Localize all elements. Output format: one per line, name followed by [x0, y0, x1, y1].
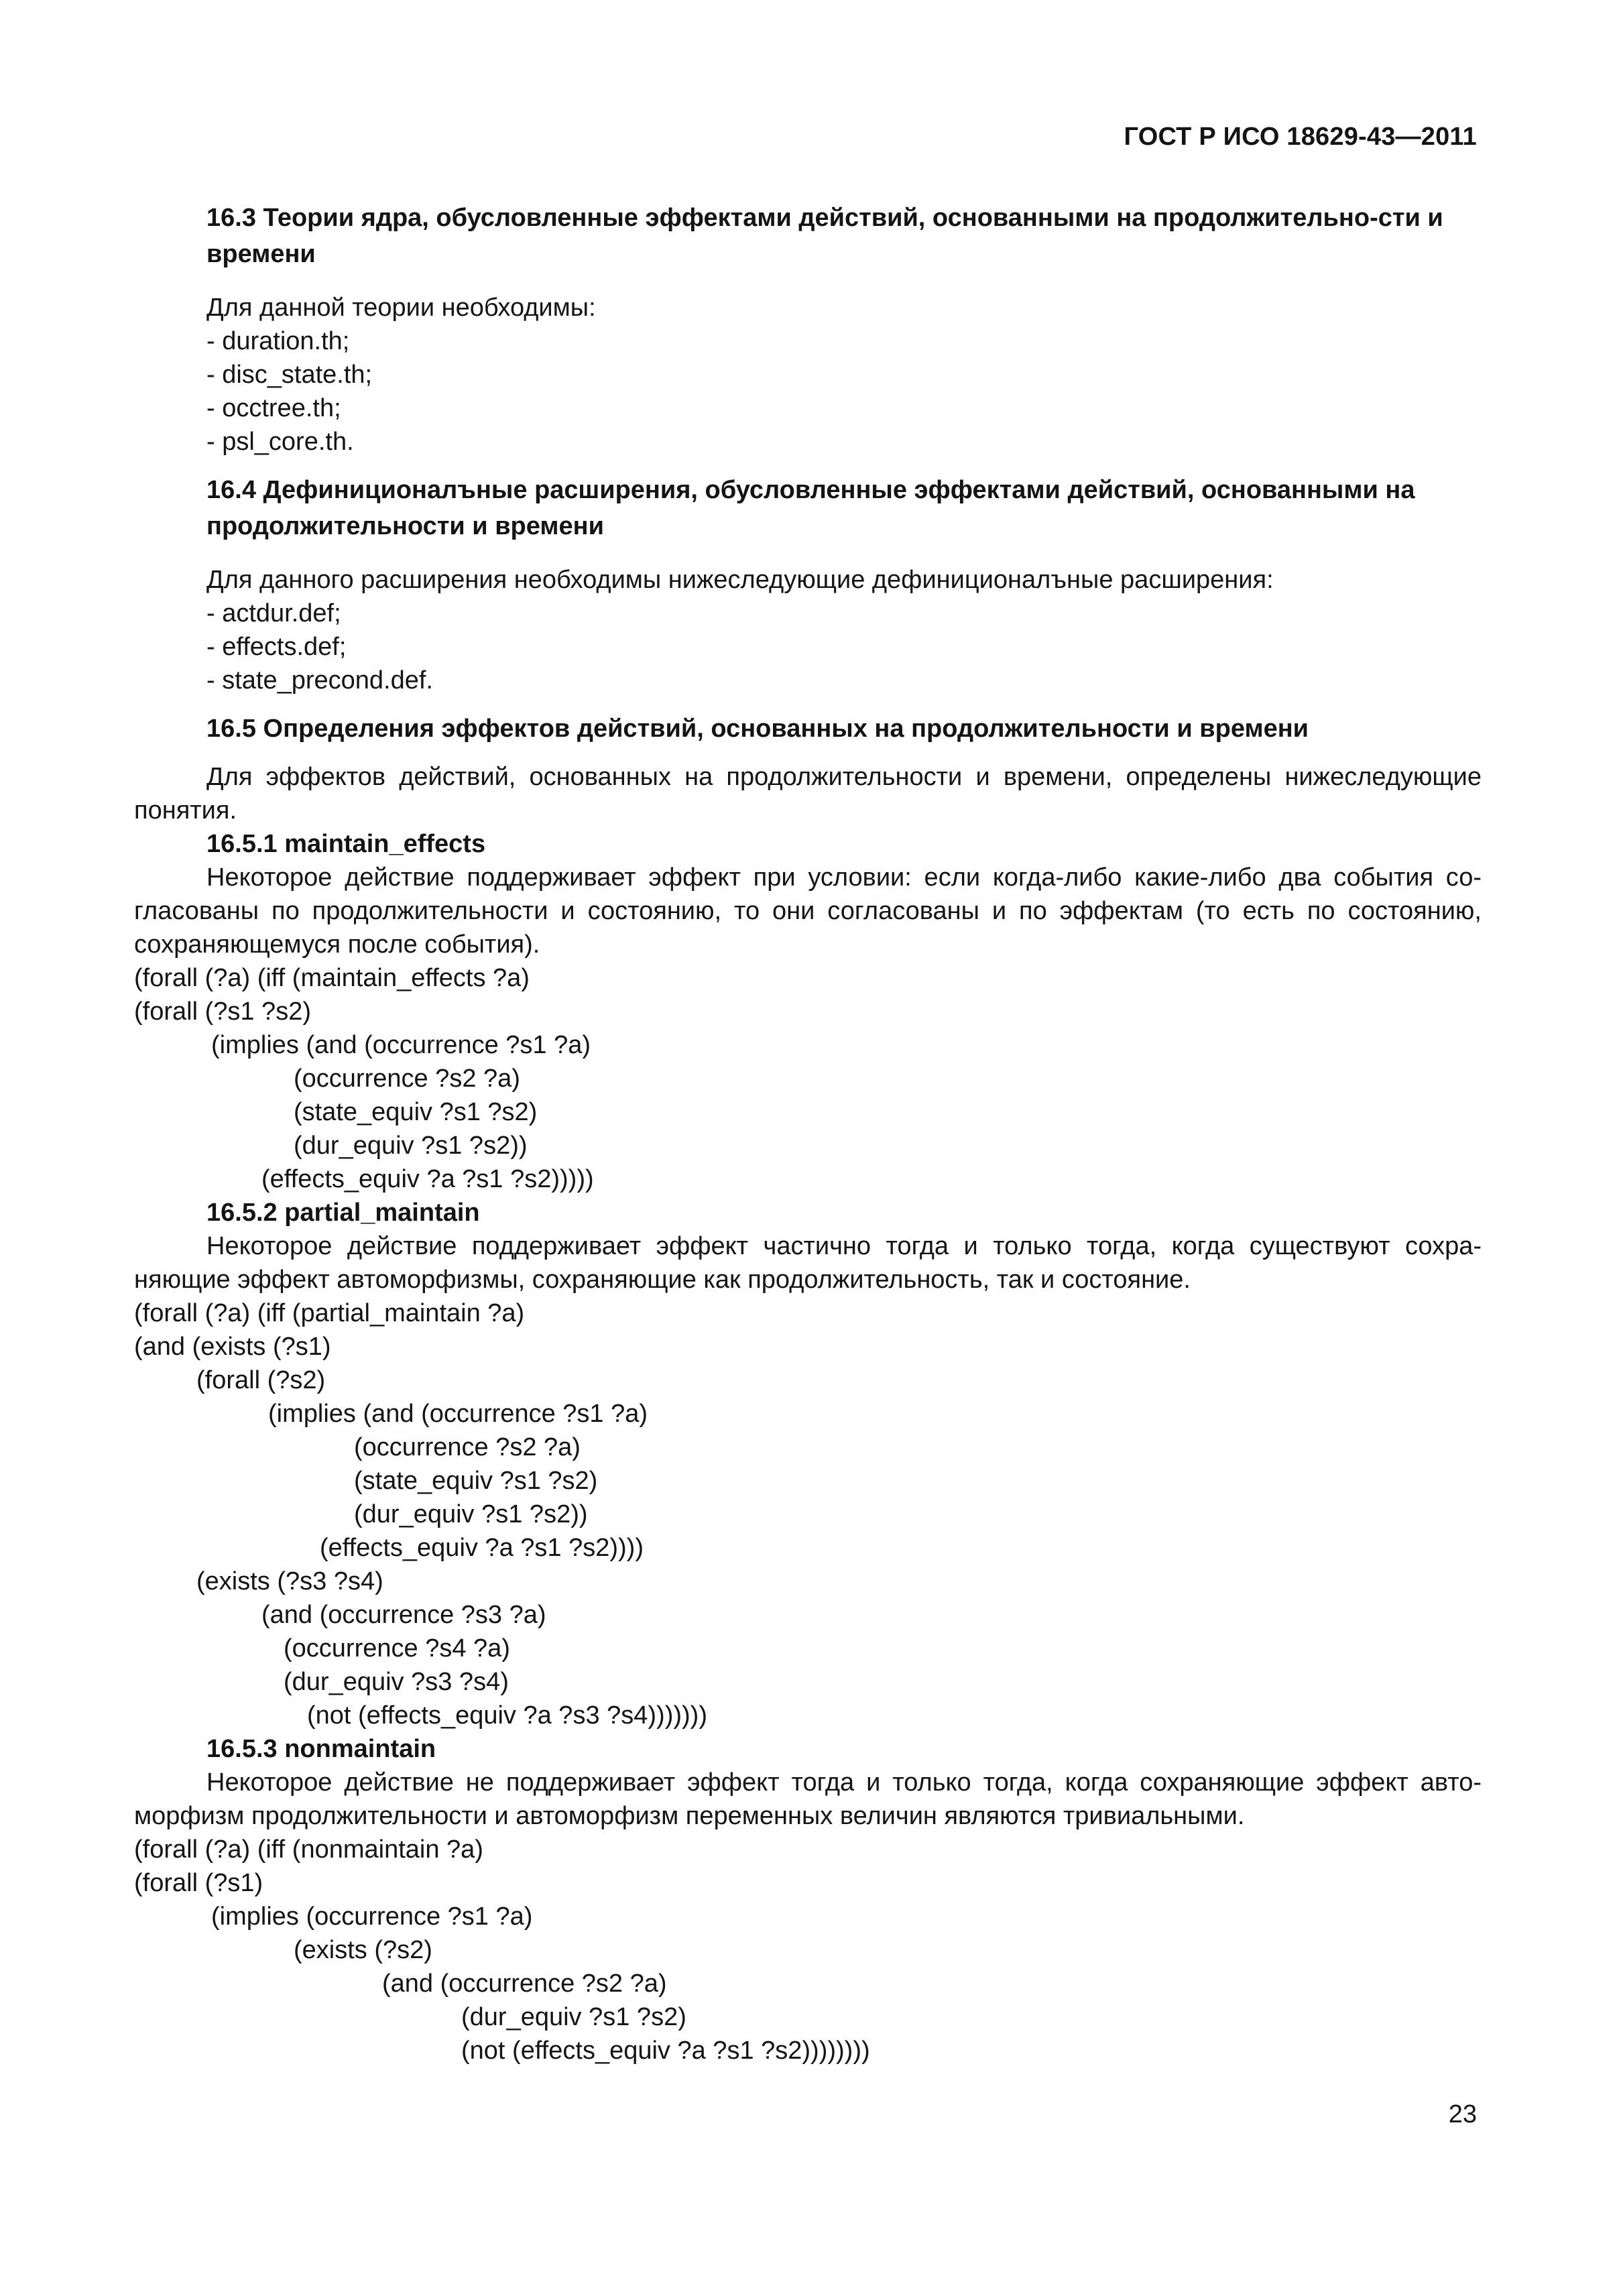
section-16-3-intro: Для данной теории необходимы: [206, 294, 596, 322]
code-line: (not (effects_equiv ?a ?s3 ?s4))))))) [307, 1701, 707, 1730]
code-line: (exists (?s3 ?s4) [196, 1567, 383, 1595]
code-line: (and (occurrence ?s3 ?a) [261, 1601, 546, 1629]
code-line: (occurrence ?s4 ?a) [284, 1634, 510, 1663]
code-line: (dur_equiv ?s1 ?s2)) [354, 1500, 588, 1528]
code-line: (state_equiv ?s1 ?s2) [354, 1467, 598, 1495]
code-line: (implies (occurrence ?s1 ?a) [211, 1902, 533, 1931]
section-16-5-1-title: 16.5.1 maintain_effects [206, 830, 486, 858]
section-16-5-2-text: Некоторое действие поддерживает эффект частично тогда и только тогда, когда существуют сохра-няющие эффект автоморфизмы, сохраняющие как продолжительность, так и состояние. [134, 1232, 1482, 1294]
section-16-4-title: 16.4 Дефиниционалъные расширения, обусловленные эффектами действий, основанными на продолжительности и времени [206, 476, 1415, 540]
list-item: - duration.th; [206, 327, 350, 355]
list-item: - actdur.def; [206, 599, 341, 627]
section-16-5-intro: Для эффектов действий, основанных на продолжительности и времени, определены нижеследующие понятия. [134, 763, 1482, 825]
code-line: (forall (?a) (iff (maintain_effects ?a) [134, 964, 530, 992]
list-item: - effects.def; [206, 633, 347, 661]
document-header: ГОСТ Р ИСО 18629-43—2011 [1124, 123, 1477, 151]
code-line: (exists (?s2) [294, 1936, 432, 1964]
code-line: (dur_equiv ?s1 ?s2) [461, 2003, 686, 2031]
list-item: - psl_core.th. [206, 428, 354, 456]
section-16-5-3-text: Некоторое действие не поддерживает эффект тогда и только тогда, когда сохраняющие эффект авто-морфизм продолжительности и автоморфизм переменных величин являются тривиальными. [134, 1768, 1482, 1830]
code-line: (dur_equiv ?s1 ?s2)) [294, 1132, 528, 1160]
code-line: (and (exists (?s1) [134, 1333, 331, 1361]
code-line: (implies (and (occurrence ?s1 ?a) [211, 1031, 591, 1059]
code-line: (forall (?s2) [196, 1366, 326, 1394]
code-line: (forall (?a) (iff (nonmaintain ?a) [134, 1835, 483, 1864]
list-item: - state_precond.def. [206, 666, 433, 694]
section-16-3-title: 16.3 Теории ядра, обусловленные эффектами действий, основанными на продолжительно-сти и времени [206, 204, 1443, 268]
page-content [134, 200, 1482, 2067]
code-line: (forall (?s1) [134, 1869, 263, 1897]
code-line: (occurrence ?s2 ?a) [354, 1433, 581, 1461]
code-line: (effects_equiv ?a ?s1 ?s2))))) [261, 1165, 594, 1193]
section-16-5-3-title: 16.5.3 nonmaintain [206, 1735, 436, 1763]
section-16-5-1-text: Некоторое действие поддерживает эффект при условии: если когда-либо какие-либо два события со-гласованы по продолжительности и состоянию, то они согласованы и по эффектам (то есть по состоянию, сохраняющемуся после события). [134, 863, 1482, 959]
code-line: (state_equiv ?s1 ?s2) [294, 1098, 538, 1126]
code-line: (occurrence ?s2 ?a) [294, 1065, 520, 1093]
code-line: (dur_equiv ?s3 ?s4) [284, 1668, 509, 1696]
code-line: (forall (?a) (iff (partial_maintain ?a) [134, 1299, 525, 1327]
code-line: (not (effects_equiv ?a ?s1 ?s2)))))))) [461, 2037, 870, 2065]
section-16-4-intro: Для данного расширения необходимы нижеследующие дефиниционалъные расширения: [206, 566, 1274, 594]
code-line: (implies (and (occurrence ?s1 ?a) [268, 1400, 648, 1428]
list-item: - disc_state.th; [206, 361, 373, 389]
code-line: (forall (?s1 ?s2) [134, 998, 311, 1026]
section-16-5-title: 16.5 Определения эффектов действий, основанных на продолжительности и времени [206, 715, 1309, 743]
section-16-5-2-title: 16.5.2 partial_maintain [206, 1199, 480, 1227]
code-line: (effects_equiv ?a ?s1 ?s2)))) [320, 1534, 644, 1562]
list-item: - occtree.th; [206, 394, 341, 422]
code-line: (and (occurrence ?s2 ?a) [382, 1970, 667, 1998]
page-number: 23 [1448, 2100, 1477, 2128]
